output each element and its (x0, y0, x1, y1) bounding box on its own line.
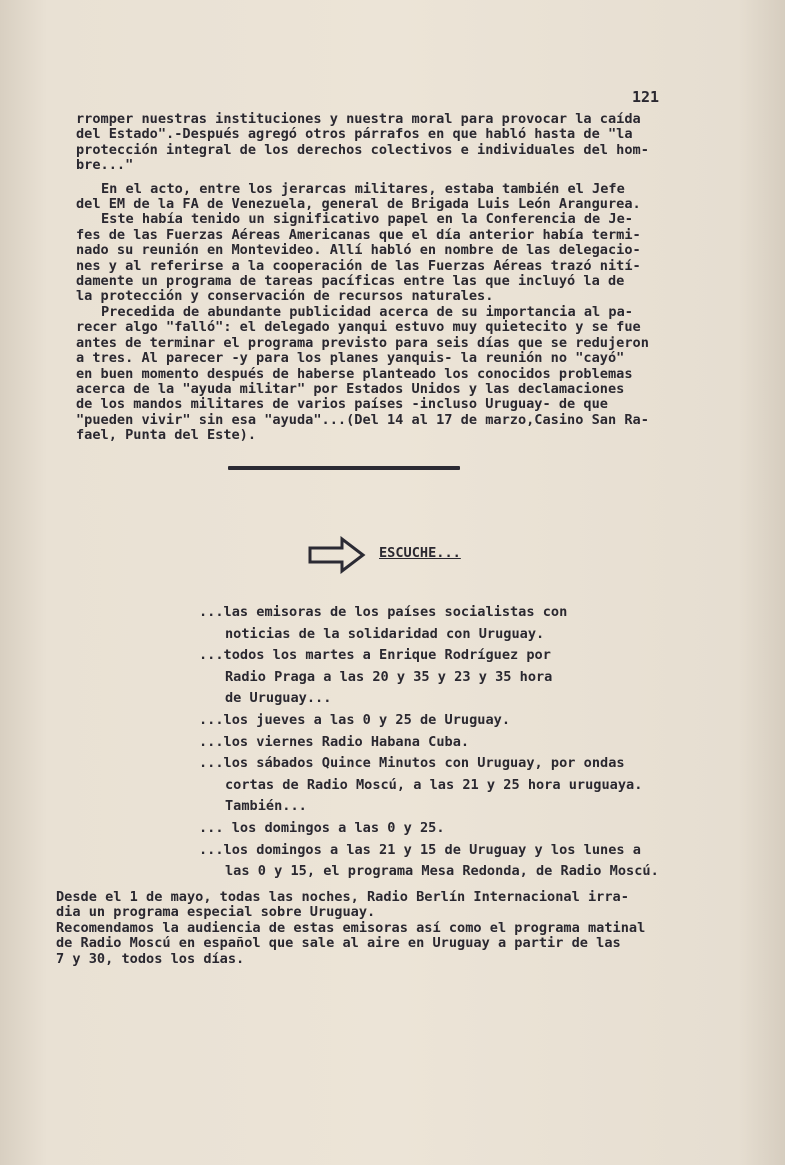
list-item-continued: También... (225, 798, 307, 815)
body-line: Precedida de abundante publicidad acerca de su importancia al pa- (101, 303, 633, 320)
listen-list (199, 602, 719, 883)
body-line: en buen momento después de haberse planteado los conocidos problemas (76, 365, 633, 382)
body-line: del Estado".-Después agregó otros párrafos en que habló hasta de "la (76, 126, 633, 143)
body-line: recer algo "falló": el delegado yanqui estuvo muy quietecito y se fue (76, 319, 641, 336)
list-item: ...las emisoras de los países socialistas con (199, 604, 568, 620)
body-line: de los mandos militares de varios países -incluso Uruguay- de que (76, 396, 608, 413)
section-divider (228, 466, 460, 470)
body-line: acerca de la "ayuda militar" por Estados Unidos y las declamaciones (76, 380, 625, 397)
list-item-continued: Radio Praga a las 20 y 35 y 23 y 35 hora (225, 668, 553, 685)
body-line: a tres. Al parecer -y para los planes yanquis- la reunión no "cayó" (76, 350, 625, 367)
outline-right-arrow-icon (308, 536, 366, 574)
body-line: nado su reunión en Montevideo. Allí habló en nombre de las delegacio- (76, 242, 641, 259)
body-line: fes de las Fuerzas Aéreas Americanas que el día anterior había termi- (76, 226, 641, 243)
body-line: damente un programa de tareas pacíficas entre las que incluyó la de (76, 273, 625, 290)
page-number: 121 (632, 88, 660, 106)
body-line: "pueden vivir" sin esa "ayuda"...(Del 14 al 17 de marzo,Casino San Ra- (76, 411, 649, 428)
list-item-continued: noticias de la solidaridad con Uruguay. (225, 625, 545, 642)
closing-line: 7 y 30, todos los días. (56, 950, 245, 967)
body-line: Este había tenido un significativo papel en la Conferencia de Je- (101, 211, 633, 228)
body-line: la protección y conservación de recursos naturales. (76, 288, 494, 305)
list-item: ... los domingos a las 0 y 25. (199, 819, 445, 836)
body-line: protección integral de los derechos colectivos e individuales del hom- (76, 141, 649, 158)
body-line: En el acto, entre los jerarcas militares, estaba también el Jefe (101, 180, 625, 197)
list-item: ...los sábados Quince Minutos con Uruguay, por ondas (199, 755, 625, 772)
closing-paragraph (56, 890, 736, 967)
list-item-continued: las 0 y 15, el programa Mesa Redonda, de Radio Moscú. (225, 863, 659, 880)
closing-line: Desde el 1 de mayo, todas las noches, Radio Berlín Internacional irra- (56, 889, 629, 905)
body-line: nes y al referirse a la cooperación de las Fuerzas Aéreas trazó nití- (76, 257, 641, 274)
list-item: ...todos los martes a Enrique Rodríguez por (199, 647, 551, 664)
body-line: bre..." (76, 157, 134, 174)
list-item: ...los viernes Radio Habana Cuba. (199, 733, 470, 750)
list-item: ...los jueves a las 0 y 25 de Uruguay. (199, 711, 510, 728)
body-line: rromper nuestras instituciones y nuestra moral para provocar la caída (76, 111, 641, 127)
body-line: del EM de la FA de Venezuela, general de Brigada Luis León Arangurea. (76, 196, 641, 213)
body-line: antes de terminar el programa previsto para seis días que se redujeron (76, 334, 649, 351)
list-item-continued: de Uruguay... (225, 690, 332, 707)
closing-line: de Radio Moscú en español que sale al aire en Uruguay a partir de las (56, 935, 621, 952)
closing-line: Recomendamos la audiencia de estas emisoras así como el programa matinal (56, 919, 646, 936)
closing-line: dia un programa especial sobre Uruguay. (56, 904, 376, 921)
body-line: fael, Punta del Este). (76, 427, 257, 444)
list-item: ...los domingos a las 21 y 15 de Uruguay y los lunes a (199, 841, 641, 858)
section-heading: ESCUCHE... (379, 545, 461, 561)
body-text (76, 112, 716, 444)
list-item-continued: cortas de Radio Moscú, a las 21 y 25 hora uruguaya. (225, 776, 643, 793)
